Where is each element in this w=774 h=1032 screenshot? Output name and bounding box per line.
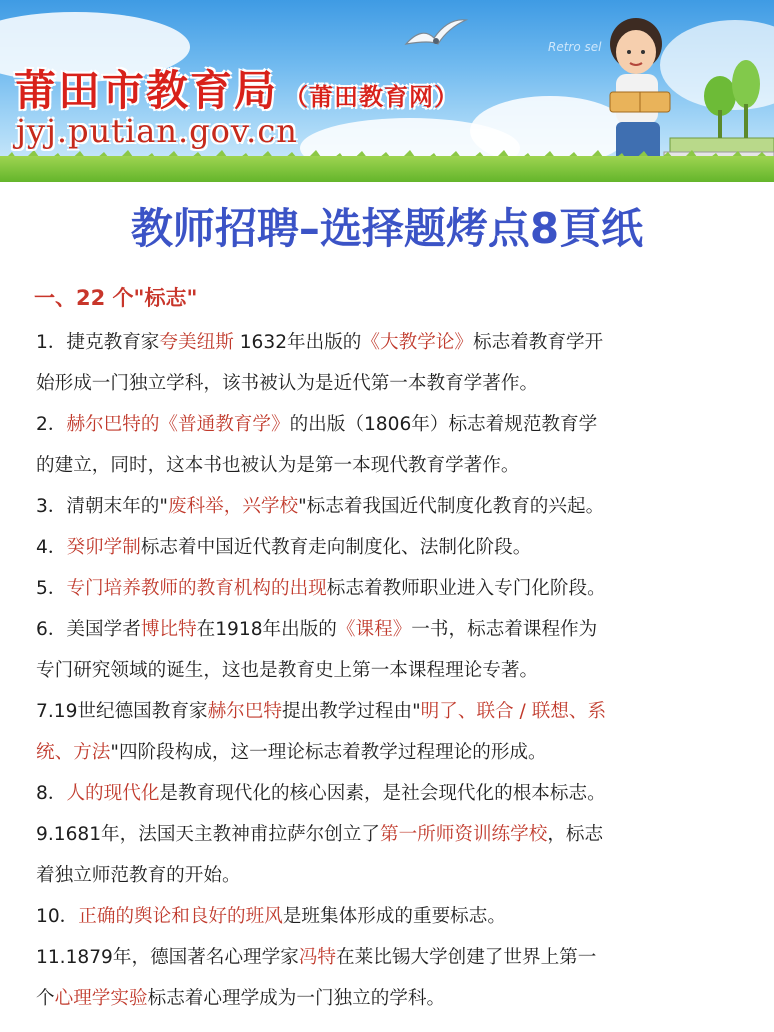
list-item (36, 404, 748, 486)
body-text: 的建立，同时，这本书也被认为是第一本现代教育学著作。 (36, 455, 520, 476)
body-text: 8． (36, 783, 67, 804)
body-text: 2． (36, 414, 67, 435)
list-item (36, 486, 748, 527)
grass-strip (0, 156, 774, 182)
body-text: 标志着心理学成为一门独立的学科。 (147, 988, 446, 1009)
body-text: 1．捷克教育家 (36, 332, 160, 353)
list-item (36, 568, 748, 609)
decor-text: Retro sel (548, 40, 602, 54)
highlight-text: 正确的舆论和良好的班风 (78, 906, 283, 927)
highlight-text: 癸卯学制 (66, 537, 141, 558)
list-item-line (36, 814, 748, 855)
list-item (36, 609, 748, 691)
body-text: 5． (36, 578, 67, 599)
list-item-line (36, 445, 748, 486)
body-text: 个 (36, 988, 55, 1009)
list-item (36, 322, 748, 404)
body-text: "标志着我国近代制度化教育的兴起。 (298, 496, 605, 517)
highlight-text: 赫尔巴特的《普通教育学》 (66, 414, 290, 435)
highlight-text: 博比特 (140, 619, 197, 640)
body-text: 在1918年出版的 (196, 619, 337, 640)
bureau-title (14, 58, 459, 118)
body-text: 标志着中国近代教育走向制度化、法制化阶段。 (140, 537, 532, 558)
list-item-line (36, 773, 748, 814)
highlight-text: 人的现代化 (66, 783, 160, 804)
list-item-line (36, 322, 748, 363)
list-item-line (36, 855, 748, 896)
list-item (36, 691, 748, 773)
highlight-text: 第一所师资训练学校 (379, 824, 548, 845)
body-text: 7.19世纪德国教育家 (36, 701, 208, 722)
list-item-line (36, 404, 748, 445)
body-text: 在莱比锡大学创建了世界上第一 (336, 947, 597, 968)
list-item (36, 773, 748, 814)
list-item-line (36, 978, 748, 1019)
section-heading: 一、22 个"标志" (34, 286, 198, 310)
body-text: 标志着教育学开 (472, 332, 604, 353)
list-item (36, 814, 748, 896)
highlight-text: 心理学实验 (54, 988, 148, 1009)
list-item-line (36, 732, 748, 773)
list-item-line (36, 650, 748, 691)
body-text: 10． (36, 906, 79, 927)
list-item-line (36, 691, 748, 732)
site-domain: jyj.putian.gov.cn (16, 112, 298, 150)
bureau-name: 莆田市教育局 (14, 66, 279, 115)
list-item-line (36, 486, 748, 527)
body-text: 着独立师范教育的开始。 (36, 865, 241, 886)
body-text: 是教育现代化的核心因素，是社会现代化的根本标志。 (159, 783, 606, 804)
list-item (36, 527, 748, 568)
body-text: 是班集体形成的重要标志。 (282, 906, 506, 927)
highlight-text: 专门培养教师的教育机构的出现 (66, 578, 327, 599)
highlight-text: 赫尔巴特 (207, 701, 282, 722)
body-text: 6．美国学者 (36, 619, 141, 640)
highlight-text: 废科举，兴学校 (167, 496, 299, 517)
list-item-line (36, 896, 748, 937)
list-item-line (36, 527, 748, 568)
body-text: 1632年出版的 (233, 332, 362, 353)
list-item-line (36, 937, 748, 978)
list-item-line (36, 568, 748, 609)
list-item-line (36, 609, 748, 650)
highlight-text: 夸美纽斯 (159, 332, 234, 353)
highlight-text: 《课程》 (336, 619, 412, 640)
body-text: 一书，标志着课程作为 (411, 619, 598, 640)
body-text: 提出教学过程由" (281, 701, 421, 722)
bureau-site-name: （莆田教育网） (284, 82, 460, 111)
body-text: 标志着教师职业进入专门化阶段。 (326, 578, 606, 599)
highlight-text: 《大教学论》 (361, 332, 473, 353)
body-text: 4． (36, 537, 67, 558)
body-text: 始形成一门独立学科，该书被认为是近代第一本教育学著作。 (36, 373, 539, 394)
header-banner (0, 0, 774, 182)
body-text: ，标志 (547, 824, 604, 845)
body-text: 9.1681年，法国天主教神甫拉萨尔创立了 (36, 824, 380, 845)
body-text: 专门研究领域的诞生，这也是教育史上第一本课程理论专著。 (36, 660, 539, 681)
body-text: 3．清朝末年的" (36, 496, 168, 517)
seagull-icon (404, 14, 468, 58)
list-item-line (36, 363, 748, 404)
page-title: 教师招聘–选择题烤点8頁纸 (130, 204, 644, 253)
item-list (36, 322, 748, 1019)
list-item (36, 896, 748, 937)
highlight-text: 冯特 (298, 947, 337, 968)
body-text: 11.1879年，德国著名心理学家 (36, 947, 299, 968)
highlight-text: 统、方法 (36, 742, 111, 763)
body-text: 的出版（1806年）标志着规范教育学 (289, 414, 598, 435)
body-text: "四阶段构成，这一理论标志着教学过程理论的形成。 (110, 742, 547, 763)
highlight-text: 明了、联合 / 联想、系 (420, 701, 607, 722)
list-item (36, 937, 748, 1019)
